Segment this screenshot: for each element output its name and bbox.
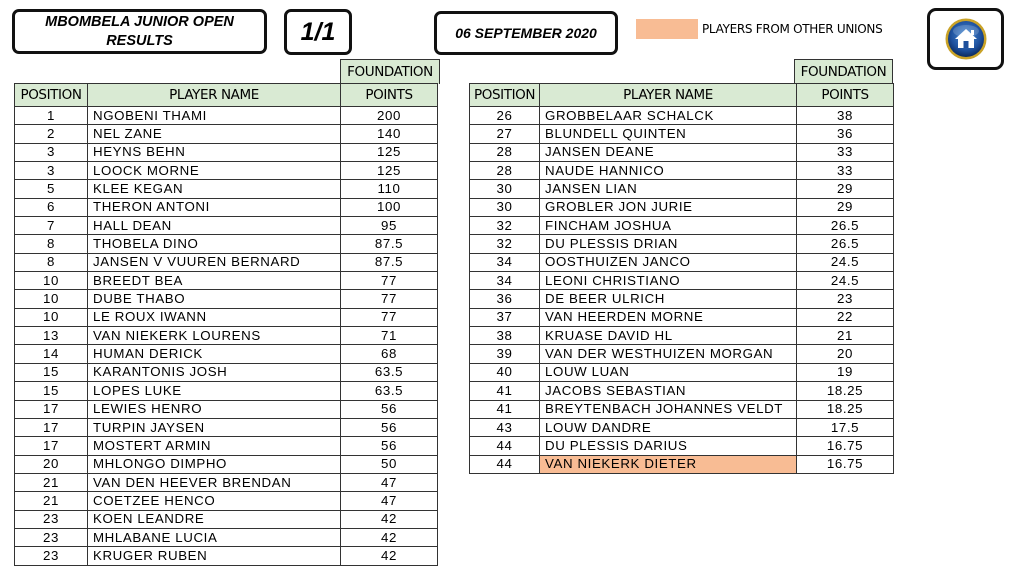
points-cell: 33 (797, 143, 894, 161)
table-row (470, 162, 894, 180)
position-cell: 37 (470, 308, 540, 326)
position-cell: 7 (15, 217, 88, 235)
table-row (15, 162, 438, 180)
player-name-cell: GROBLER JON JURIE (540, 198, 797, 216)
points-cell: 42 (341, 510, 438, 528)
player-name-cell: HALL DEAN (88, 217, 341, 235)
points-cell: 24.5 (797, 253, 894, 271)
points-cell: 100 (341, 198, 438, 216)
player-name-cell: KOEN LEANDRE (88, 510, 341, 528)
table-row (15, 455, 438, 473)
player-name-cell: THERON ANTONI (88, 198, 341, 216)
points-cell: 19 (797, 363, 894, 381)
table-row (15, 107, 438, 125)
position-cell: 30 (470, 180, 540, 198)
points-cell: 56 (341, 400, 438, 418)
points-cell: 22 (797, 308, 894, 326)
points-cell: 17.5 (797, 418, 894, 436)
player-name-cell: THOBELA DINO (88, 235, 341, 253)
table-row (470, 437, 894, 455)
position-cell: 10 (15, 290, 88, 308)
player-name-cell: DU PLESSIS DARIUS (540, 437, 797, 455)
points-cell: 38 (797, 107, 894, 125)
points-cell: 23 (797, 290, 894, 308)
right-points-header-top: FOUNDATION (794, 59, 893, 84)
position-cell: 10 (15, 272, 88, 290)
table-row (15, 327, 438, 345)
player-name-header: PLAYER NAME (540, 84, 797, 107)
table-row (15, 528, 438, 546)
position-header: POSITION (15, 84, 88, 107)
legend-swatch (636, 19, 698, 39)
player-name-cell: GROBBELAAR SCHALCK (540, 107, 797, 125)
table-row (470, 253, 894, 271)
player-name-header: PLAYER NAME (88, 84, 341, 107)
points-cell: 68 (341, 345, 438, 363)
table-row (15, 253, 438, 271)
position-cell: 17 (15, 437, 88, 455)
player-name-cell: VAN HEERDEN MORNE (540, 308, 797, 326)
player-name-cell: NAUDE HANNICO (540, 162, 797, 180)
position-cell: 44 (470, 455, 540, 473)
points-header: POINTS (797, 84, 894, 107)
table-row (470, 345, 894, 363)
home-button[interactable] (927, 8, 1004, 70)
position-cell: 21 (15, 492, 88, 510)
position-cell: 34 (470, 272, 540, 290)
player-name-cell: COETZEE HENCO (88, 492, 341, 510)
position-cell: 43 (470, 418, 540, 436)
position-cell: 38 (470, 327, 540, 345)
position-cell: 26 (470, 107, 540, 125)
table-row (15, 180, 438, 198)
points-cell: 33 (797, 162, 894, 180)
points-cell: 20 (797, 345, 894, 363)
title-box (12, 9, 267, 54)
player-name-cell: LEWIES HENRO (88, 400, 341, 418)
points-header: POINTS (341, 84, 438, 107)
player-name-cell: FINCHAM JOSHUA (540, 217, 797, 235)
table-row (470, 198, 894, 216)
player-name-cell: HEYNS BEHN (88, 143, 341, 161)
table-row (470, 290, 894, 308)
table-row (15, 272, 438, 290)
player-name-cell: BREYTENBACH JOHANNES VELDT (540, 400, 797, 418)
table-row (470, 125, 894, 143)
player-name-cell: KRUASE DAVID HL (540, 327, 797, 345)
points-cell: 110 (341, 180, 438, 198)
table-row (15, 473, 438, 491)
position-cell: 8 (15, 235, 88, 253)
left-points-header-top: FOUNDATION (340, 59, 440, 84)
player-name-cell: LOUW LUAN (540, 363, 797, 381)
table-header (15, 84, 438, 107)
position-cell: 17 (15, 400, 88, 418)
player-name-cell: HUMAN DERICK (88, 345, 341, 363)
points-cell: 140 (341, 125, 438, 143)
player-name-cell: MHLABANE LUCIA (88, 528, 341, 546)
points-cell: 42 (341, 547, 438, 565)
player-name-cell: DU PLESSIS DRIAN (540, 235, 797, 253)
position-cell: 41 (470, 382, 540, 400)
home-icon (944, 17, 988, 61)
player-name-cell: LOUW DANDRE (540, 418, 797, 436)
position-cell: 13 (15, 327, 88, 345)
points-cell: 16.75 (797, 455, 894, 473)
table-row (15, 143, 438, 161)
points-cell: 21 (797, 327, 894, 345)
player-name-cell: LE ROUX IWANN (88, 308, 341, 326)
position-cell: 1 (15, 107, 88, 125)
points-cell: 77 (341, 308, 438, 326)
player-name-cell: VAN DER WESTHUIZEN MORGAN (540, 345, 797, 363)
player-name-cell: BLUNDELL QUINTEN (540, 125, 797, 143)
results-table-left (14, 83, 438, 566)
table-row (15, 492, 438, 510)
table-row (470, 455, 894, 473)
points-cell: 29 (797, 198, 894, 216)
points-cell: 36 (797, 125, 894, 143)
points-cell: 18.25 (797, 382, 894, 400)
position-cell: 3 (15, 143, 88, 161)
position-cell: 27 (470, 125, 540, 143)
event-date: 06 SEPTEMBER 2020 (455, 25, 597, 41)
position-cell: 21 (15, 473, 88, 491)
position-cell: 34 (470, 253, 540, 271)
points-cell: 87.5 (341, 235, 438, 253)
table-row (15, 400, 438, 418)
position-cell: 39 (470, 345, 540, 363)
player-name-cell: VAN NIEKERK LOURENS (88, 327, 341, 345)
position-cell: 14 (15, 345, 88, 363)
page-indicator-box (284, 9, 352, 55)
table-row (15, 363, 438, 381)
points-cell: 95 (341, 217, 438, 235)
player-name-cell: VAN NIEKERK DIETER (540, 455, 797, 473)
position-cell: 30 (470, 198, 540, 216)
table-row (470, 143, 894, 161)
position-cell: 8 (15, 253, 88, 271)
position-header: POSITION (470, 84, 540, 107)
position-cell: 17 (15, 418, 88, 436)
table-row (15, 235, 438, 253)
position-cell: 15 (15, 382, 88, 400)
table-row (470, 217, 894, 235)
points-cell: 26.5 (797, 235, 894, 253)
points-cell: 71 (341, 327, 438, 345)
points-cell: 26.5 (797, 217, 894, 235)
player-name-cell: VAN DEN HEEVER BRENDAN (88, 473, 341, 491)
player-name-cell: JANSEN V VUUREN BERNARD (88, 253, 341, 271)
date-box (434, 11, 618, 55)
player-name-cell: JANSEN LIAN (540, 180, 797, 198)
player-name-cell: KARANTONIS JOSH (88, 363, 341, 381)
position-cell: 28 (470, 143, 540, 161)
table-row (15, 547, 438, 565)
points-cell: 200 (341, 107, 438, 125)
table-row (15, 125, 438, 143)
position-cell: 32 (470, 235, 540, 253)
table-row (470, 272, 894, 290)
position-cell: 20 (15, 455, 88, 473)
table-row (470, 107, 894, 125)
points-cell: 47 (341, 473, 438, 491)
table-row (470, 327, 894, 345)
table-row (470, 180, 894, 198)
points-cell: 63.5 (341, 382, 438, 400)
table-row (470, 382, 894, 400)
points-cell: 125 (341, 143, 438, 161)
player-name-cell: OOSTHUIZEN JANCO (540, 253, 797, 271)
position-cell: 23 (15, 547, 88, 565)
player-name-cell: KLEE KEGAN (88, 180, 341, 198)
position-cell: 10 (15, 308, 88, 326)
position-cell: 28 (470, 162, 540, 180)
points-cell: 125 (341, 162, 438, 180)
player-name-cell: JANSEN DEANE (540, 143, 797, 161)
table-row (15, 345, 438, 363)
table-row (15, 510, 438, 528)
position-cell: 32 (470, 217, 540, 235)
points-cell: 77 (341, 290, 438, 308)
points-cell: 18.25 (797, 400, 894, 418)
position-cell: 36 (470, 290, 540, 308)
position-cell: 6 (15, 198, 88, 216)
table-row (15, 198, 438, 216)
player-name-cell: DUBE THABO (88, 290, 341, 308)
player-name-cell: DE BEER ULRICH (540, 290, 797, 308)
player-name-cell: NGOBENI THAMI (88, 107, 341, 125)
points-cell: 50 (341, 455, 438, 473)
position-cell: 15 (15, 363, 88, 381)
player-name-cell: BREEDT BEA (88, 272, 341, 290)
points-cell: 56 (341, 418, 438, 436)
position-cell: 40 (470, 363, 540, 381)
points-cell: 77 (341, 272, 438, 290)
table-row (15, 308, 438, 326)
table-header (470, 84, 894, 107)
points-cell: 24.5 (797, 272, 894, 290)
page-title: MBOMBELA JUNIOR OPEN RESULTS (45, 13, 234, 49)
table-row (470, 418, 894, 436)
position-cell: 5 (15, 180, 88, 198)
table-row (15, 437, 438, 455)
table-row (470, 363, 894, 381)
legend-label: PLAYERS FROM OTHER UNIONS (702, 22, 883, 36)
table-row (470, 308, 894, 326)
position-cell: 44 (470, 437, 540, 455)
points-cell: 87.5 (341, 253, 438, 271)
results-table-right (469, 83, 894, 474)
position-cell: 23 (15, 510, 88, 528)
points-cell: 42 (341, 528, 438, 546)
player-name-cell: MOSTERT ARMIN (88, 437, 341, 455)
player-name-cell: LOPES LUKE (88, 382, 341, 400)
player-name-cell: NEL ZANE (88, 125, 341, 143)
position-cell: 41 (470, 400, 540, 418)
player-name-cell: MHLONGO DIMPHO (88, 455, 341, 473)
player-name-cell: JACOBS SEBASTIAN (540, 382, 797, 400)
table-row (15, 382, 438, 400)
player-name-cell: LOOCK MORNE (88, 162, 341, 180)
position-cell: 3 (15, 162, 88, 180)
player-name-cell: LEONI CHRISTIANO (540, 272, 797, 290)
table-row (15, 418, 438, 436)
player-name-cell: TURPIN JAYSEN (88, 418, 341, 436)
position-cell: 2 (15, 125, 88, 143)
points-cell: 47 (341, 492, 438, 510)
position-cell: 23 (15, 528, 88, 546)
points-cell: 16.75 (797, 437, 894, 455)
points-cell: 29 (797, 180, 894, 198)
table-row (470, 400, 894, 418)
points-cell: 56 (341, 437, 438, 455)
table-row (470, 235, 894, 253)
points-cell: 63.5 (341, 363, 438, 381)
table-row (15, 290, 438, 308)
table-row (15, 217, 438, 235)
player-name-cell: KRUGER RUBEN (88, 547, 341, 565)
page-indicator: 1/1 (300, 17, 336, 46)
